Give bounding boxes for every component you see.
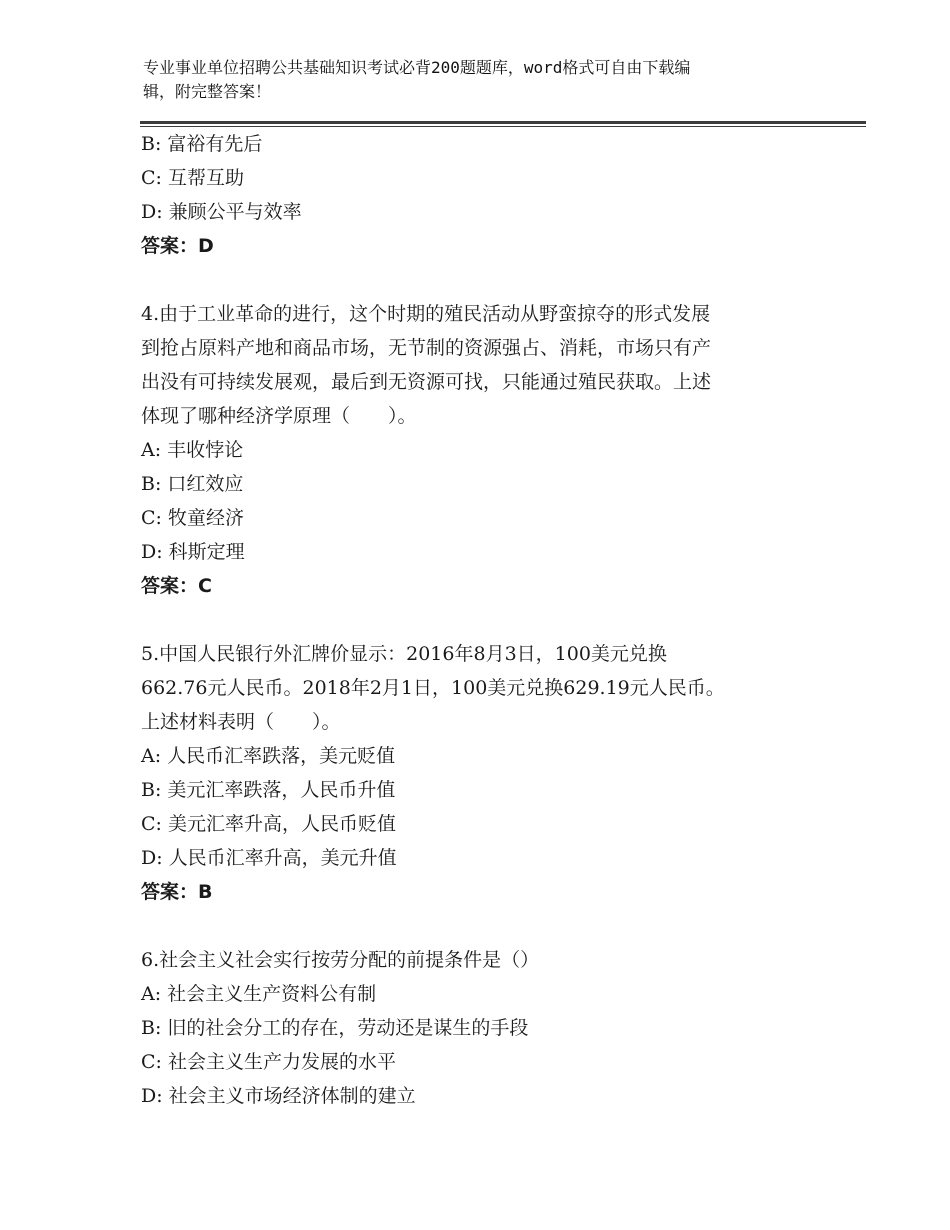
header-line-2: 辑，附完整答案！ xyxy=(143,82,272,101)
question-3 xyxy=(141,127,811,263)
question-stem-line: 出没有可持续发展观，最后到无资源可找，只能通过殖民获取。上述 xyxy=(141,371,712,393)
question-stem-line: 662.76元人民币。2018年2月1日，100美元兑换629.19元人民币。 xyxy=(141,677,725,699)
question-stem-line: 6.社会主义社会实行按劳分配的前提条件是（） xyxy=(141,949,540,971)
option-c: C: 互帮互助 xyxy=(141,167,244,189)
option-a: A: 丰收悖论 xyxy=(141,439,244,461)
question-stem-line: 上述材料表明（ ）。 xyxy=(141,711,341,733)
question-stem-line: 到抢占原料产地和商品市场，无节制的资源强占、消耗，市场只有产 xyxy=(141,337,712,359)
option-d: D: 科斯定理 xyxy=(141,541,245,563)
option-a: A: 社会主义生产资料公有制 xyxy=(141,983,377,1005)
question-6 xyxy=(141,943,811,1113)
question-stem-line: 5.中国人民银行外汇牌价显示：2016年8月3日，100美元兑换 xyxy=(141,643,667,665)
header-divider-thick xyxy=(140,121,866,124)
option-b: B: 富裕有先后 xyxy=(141,133,263,155)
option-c: C: 美元汇率升高，人民币贬值 xyxy=(141,813,396,835)
option-a: A: 人民币汇率跌落，美元贬值 xyxy=(141,745,396,767)
header-line-1: 专业事业单位招聘公共基础知识考试必背200题题库，word格式可自由下载编 xyxy=(143,58,691,77)
answer: 答案：D xyxy=(141,235,214,257)
page-header xyxy=(143,56,793,104)
answer: 答案：C xyxy=(141,575,212,597)
option-d: D: 兼顾公平与效率 xyxy=(141,201,302,223)
option-b: B: 口红效应 xyxy=(141,473,244,495)
question-content xyxy=(141,127,811,1113)
option-d: D: 社会主义市场经济体制的建立 xyxy=(141,1085,416,1107)
option-c: C: 牧童经济 xyxy=(141,507,244,529)
question-5 xyxy=(141,637,811,909)
question-4 xyxy=(141,297,811,603)
option-b: B: 旧的社会分工的存在，劳动还是谋生的手段 xyxy=(141,1017,529,1039)
question-stem-line: 4.由于工业革命的进行，这个时期的殖民活动从野蛮掠夺的形式发展 xyxy=(141,303,711,325)
option-d: D: 人民币汇率升高，美元升值 xyxy=(141,847,397,869)
answer: 答案：B xyxy=(141,881,213,903)
option-b: B: 美元汇率跌落，人民币升值 xyxy=(141,779,396,801)
option-c: C: 社会主义生产力发展的水平 xyxy=(141,1051,396,1073)
question-stem-line: 体现了哪种经济学原理（ ）。 xyxy=(141,405,417,427)
